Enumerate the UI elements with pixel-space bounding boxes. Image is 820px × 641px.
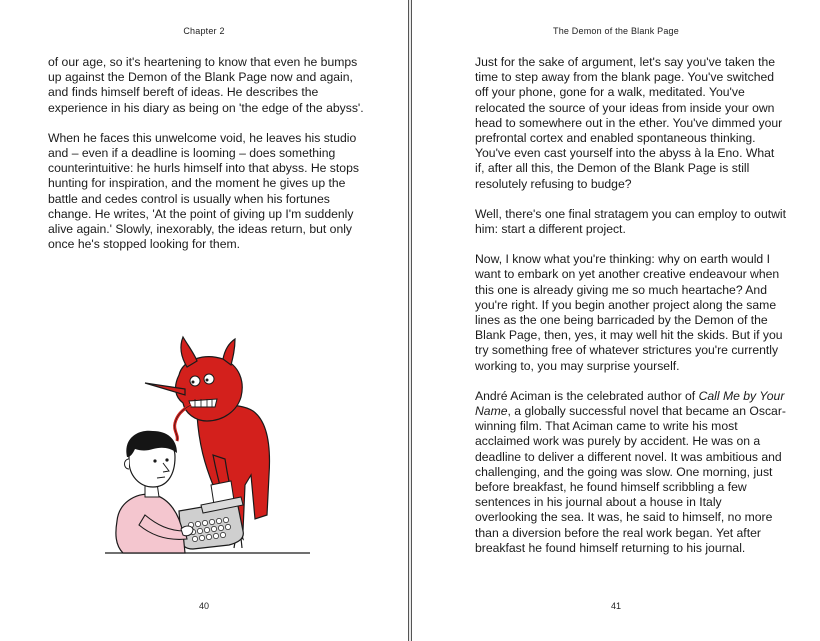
demon-pupil-right <box>206 379 209 382</box>
demon-eye-left <box>190 376 200 386</box>
demon-grin <box>189 399 217 407</box>
paragraph: When he faces this unwelcome void, he leaves his studio and – even if a deadline is looming – does something counterintuitive: he hurls himself into that abyss. He stops hunting for inspiration, and the moment he gives up the battle and cedes control is usually when his fortunes change. He writes, 'At the point of giving up I'm suddenly alive again.' Slowly, inexorably, the ideas return, but only once he's stopped looking for them. <box>48 130 359 252</box>
paragraph: Just for the sake of argument, let's say you've taken the time to step away from the blank page. You've switched off your phone, gone for a walk, meditated. You've relocated the source of your ideas from inside your own head to somewhere out in the ether. You've dimmed your prefrontal cortex and enabled spontaneous thinking. You've even cast yourself into the abyss à la Eno. What if, after all this, the Demon of the Blank Page is still resolutely refusing to budge? <box>475 55 783 191</box>
running-head-left: Chapter 2 <box>183 26 225 36</box>
paragraph: Well, there's one final stratagem you can employ to outwit him: start a different project. <box>475 206 787 237</box>
page-number-left: 40 <box>198 601 209 611</box>
book-title: Call Me by Your Name <box>475 388 785 419</box>
paragraph: Now, I know what you're thinking: why on earth would I want to embark on yet another creative endeavour when this one is already giving me so much heartache? And you're right. If you begin another project along the same lines as the one being barricaded by the Demon of the Blank Page, then, yes, it may well hit the skids. But if you try something free of whatever strictures you're currently working to, you may surprise yourself. <box>475 252 783 373</box>
paragraph-text: André Aciman is the celebrated author of <box>475 388 699 403</box>
right-body-text <box>475 55 787 571</box>
demon-horn-left <box>181 337 197 367</box>
running-head-right: The Demon of the Blank Page <box>553 26 679 36</box>
writer-ear <box>125 459 130 469</box>
writer-hand <box>181 526 193 536</box>
left-body-text <box>48 55 368 267</box>
writer-eye-left <box>153 459 156 462</box>
right-page <box>411 0 820 641</box>
demon-eye-right <box>204 374 214 384</box>
demon-pupil-left <box>192 381 195 384</box>
writer-eye-right <box>165 458 168 461</box>
paragraph-text: , a globally successful novel that became an Oscar-winning film. That Aciman came to write his most acclaimed work was purely by accident. He was on a deadline to deliver a different novel. It was ambitious and challenging, and the going was slow. One morning, just before breakfast, he found himself scribbling a few sentences in his journal about a house in Italy overlooking the sea. It was, he said to himself, no more than a diversion before the real work began. Yet after breakfast he found himself returning to his journal. <box>475 404 786 555</box>
demon-writer-illustration <box>105 335 315 565</box>
left-page <box>0 0 409 641</box>
paragraph: of our age, so it's heartening to know that even he bumps up against the Demon of the Blank Page now and again, and finds himself bereft of ideas. He describes the experience in his diary as being on 'the edge of the abyss'. <box>48 55 364 115</box>
page-number-right: 41 <box>610 601 621 611</box>
paragraph <box>475 389 787 556</box>
